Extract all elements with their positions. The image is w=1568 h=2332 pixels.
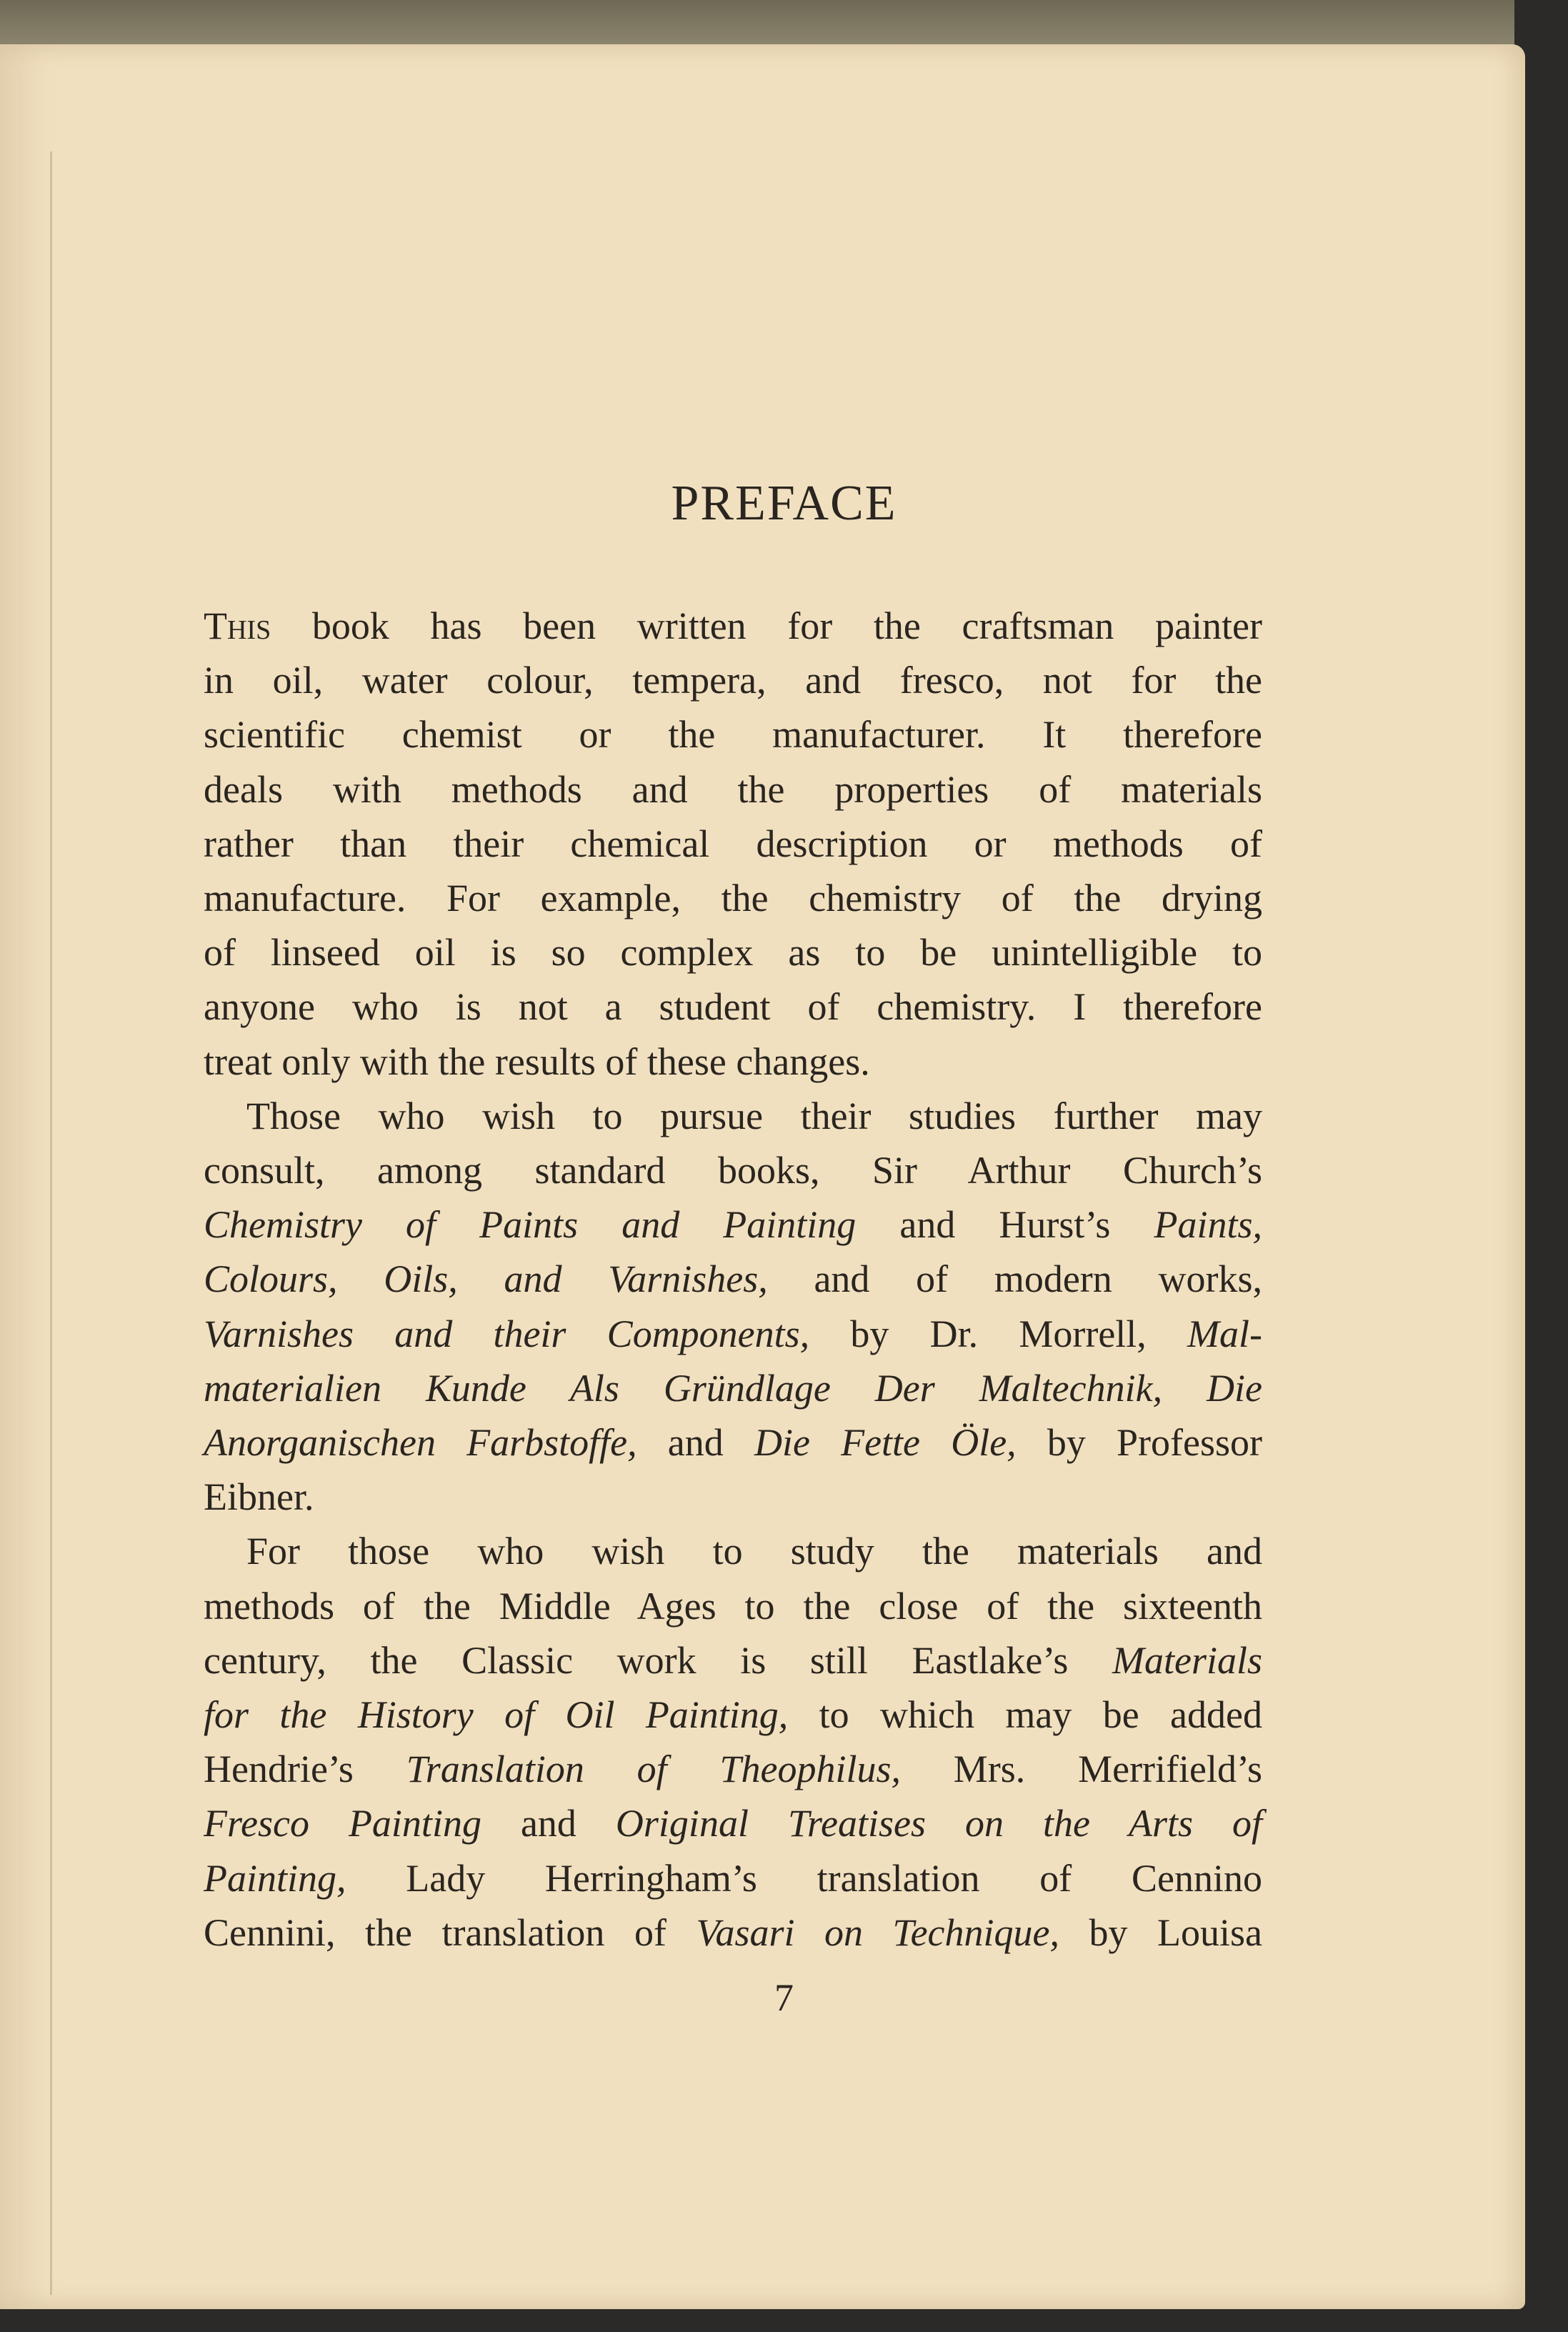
italic-title-text: Chemistry of Paints and Painting <box>204 1203 857 1247</box>
italic-title-text: Die Fette Öle, <box>754 1421 1017 1465</box>
page-title: PREFACE <box>671 476 897 531</box>
text-line <box>204 707 1262 762</box>
text-line <box>204 1851 1262 1905</box>
text-line <box>204 1035 1262 1089</box>
text-line <box>204 762 1262 817</box>
page-gutter-shadow <box>50 151 52 2295</box>
text-line <box>204 653 1262 707</box>
text-run: by Louisa <box>1059 1910 1262 1954</box>
text-run: anyone who is not a student of chemistry. I therefore <box>204 985 1262 1029</box>
italic-title-text: Painting, <box>204 1856 346 1900</box>
text-line <box>204 1796 1262 1850</box>
text-line <box>204 1252 1262 1306</box>
text-run: treat only with the results of these changes. <box>204 1040 870 1083</box>
text-line <box>204 1143 1262 1197</box>
text-run: to which may be added <box>788 1693 1262 1737</box>
italic-title-text: Varnishes and their Components, <box>204 1312 810 1355</box>
text-line <box>204 817 1262 871</box>
italic-title-text: Fresco Painting <box>204 1802 481 1845</box>
text-line <box>204 1579 1262 1633</box>
text-run: For those who wish to study the materials and <box>246 1530 1262 1573</box>
italic-title-text: Anorganischen Farbstoffe, <box>204 1421 637 1465</box>
italic-title-text: Original Treatises on the Arts of <box>615 1802 1262 1845</box>
text-line <box>204 1307 1262 1361</box>
text-line <box>204 1742 1262 1796</box>
text-run: Those who wish to pursue their studies further may <box>246 1094 1262 1137</box>
italic-title-text: Mal- <box>1187 1312 1263 1355</box>
text-line <box>204 1361 1262 1415</box>
text-line <box>204 1197 1262 1252</box>
italic-title-text: Vasari on Technique, <box>696 1910 1059 1954</box>
text-run: rather than their chemical description or methods of <box>204 822 1262 865</box>
italic-title-text: Paints, <box>1154 1203 1262 1247</box>
text-run: century, the Classic work is still Eastlake’s <box>204 1638 1112 1682</box>
text-run: and <box>481 1802 616 1845</box>
text-run: Mrs. Merrifield’s <box>900 1748 1263 1791</box>
text-line <box>204 1470 1262 1524</box>
text-line <box>204 1905 1262 1960</box>
text-run: of linseed oil is so complex as to be unintelligible to <box>204 931 1262 975</box>
italic-title-text: Colours, Oils, and Varnishes, <box>204 1257 768 1301</box>
italic-title-text: Translation of Theophilus, <box>406 1748 901 1791</box>
text-run: Lady Herringham’s translation of Cennino <box>346 1856 1262 1900</box>
page-number: 7 <box>774 1976 794 2019</box>
text-line <box>204 871 1262 925</box>
text-run: by Professor <box>1016 1421 1262 1465</box>
text-run: by Dr. Morrell, <box>809 1312 1188 1355</box>
text-run: Cennini, the translation of <box>204 1910 696 1954</box>
text-run: This <box>204 604 271 647</box>
text-line <box>204 980 1262 1034</box>
text-run: and of modern works, <box>767 1257 1262 1301</box>
text-line <box>204 1688 1262 1742</box>
text-run: and <box>636 1421 754 1465</box>
italic-title-text: for the History of Oil Painting, <box>204 1693 789 1737</box>
text-run: in oil, water colour, tempera, and fresco, not for the <box>204 659 1262 702</box>
text-run: Eibner. <box>204 1475 314 1519</box>
italic-title-text: Materials <box>1112 1638 1262 1682</box>
text-line <box>204 1089 1262 1143</box>
text-run: methods of the Middle Ages to the close of the sixteenth <box>204 1584 1262 1628</box>
text-run: manufacture. For example, the chemistry of the drying <box>204 877 1262 920</box>
text-line <box>204 1524 1262 1578</box>
italic-title-text: materialien Kunde Als Gründlage Der Maltechnik, Die <box>204 1366 1262 1410</box>
text-line <box>204 1633 1262 1688</box>
preface-body-text <box>204 599 1262 1960</box>
text-run: deals with methods and the properties of materials <box>204 767 1262 811</box>
text-run: consult, among standard books, Sir Arthur Church’s <box>204 1149 1262 1192</box>
text-line <box>204 1415 1262 1470</box>
text-line <box>204 925 1262 980</box>
text-run: and Hurst’s <box>856 1203 1154 1247</box>
text-run: book has been written for the craftsman painter <box>271 604 1262 647</box>
book-cover-edge <box>0 0 1514 50</box>
text-line <box>204 599 1262 653</box>
text-run: Hendrie’s <box>204 1748 406 1791</box>
text-run: scientific chemist or the manufacturer. It therefore <box>204 713 1262 757</box>
